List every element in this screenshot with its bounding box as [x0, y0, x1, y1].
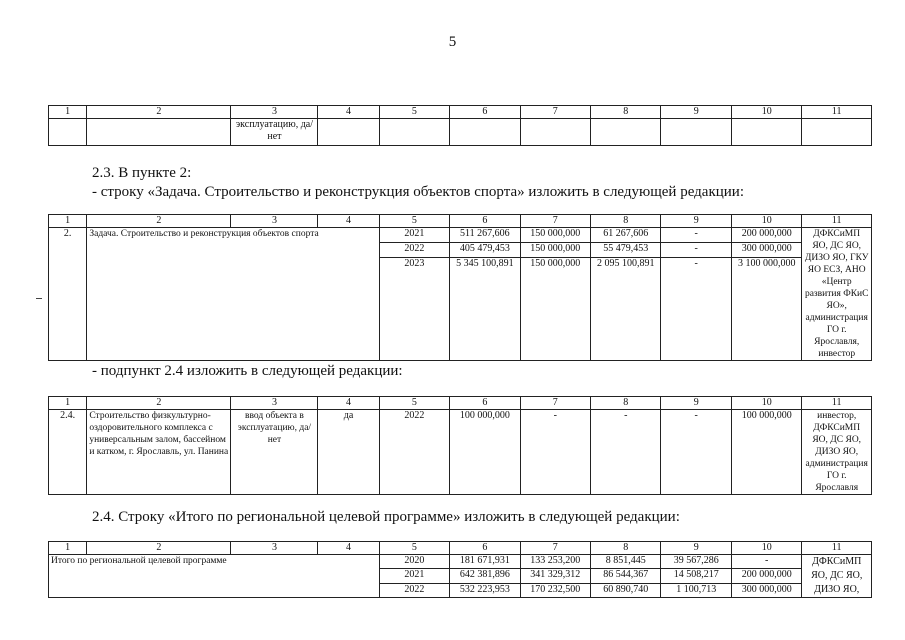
amount-cell: -	[661, 228, 731, 243]
amount-cell: -	[661, 410, 731, 495]
table-row	[49, 410, 872, 495]
section-instruction-2-4: 2.4. Строку «Итого по региональной целевой программе» изложить в следующей редакции:	[92, 509, 680, 525]
header-cell: 3	[231, 542, 318, 555]
amount-cell: 642 381,896	[450, 569, 520, 583]
amount-cell: 3 100 000,000	[731, 257, 801, 360]
header-cell: 9	[661, 106, 731, 119]
header-cell: 1	[49, 542, 87, 555]
amount-cell: 2 095 100,891	[591, 257, 661, 360]
indicator-cell: эксплуатацию, да/нет	[231, 119, 318, 146]
table-header-row	[49, 397, 872, 410]
table-row	[49, 228, 872, 243]
subitem-instruction: - подпункт 2.4 изложить в следующей редакции:	[92, 363, 403, 379]
table-total-program	[48, 541, 872, 598]
header-cell: 2	[87, 542, 231, 555]
amount-cell: 60 890,740	[591, 583, 661, 597]
amount-cell: 200 000,000	[731, 228, 801, 243]
amount-cell: 511 267,606	[450, 228, 520, 243]
header-cell: 2	[87, 397, 231, 410]
header-cell: 6	[450, 397, 520, 410]
amount-cell: -	[661, 257, 731, 360]
amount-cell: 100 000,000	[731, 410, 801, 495]
object-name-cell: Строительство физкультурно-оздоровительного комплекса с универсальным залом, бассейном и катком, г. Ярославль, ул. Панина	[87, 410, 231, 495]
amount-cell: 150 000,000	[520, 242, 590, 257]
header-cell: 3	[231, 106, 318, 119]
header-cell: 5	[379, 397, 449, 410]
year-cell: 2021	[379, 569, 449, 583]
amount-cell: 133 253,200	[520, 555, 590, 569]
amount-cell: -	[520, 410, 590, 495]
header-cell: 8	[591, 215, 661, 228]
header-cell: 4	[318, 106, 379, 119]
amount-cell: 100 000,000	[450, 410, 520, 495]
amount-cell: 86 544,367	[591, 569, 661, 583]
page-number: 5	[448, 34, 457, 50]
amount-cell: 14 508,217	[661, 569, 731, 583]
margin-mark	[36, 298, 42, 299]
amount-cell: 170 232,500	[520, 583, 590, 597]
header-cell: 11	[802, 215, 872, 228]
header-cell: 2	[87, 215, 231, 228]
amount-cell: 405 479,453	[450, 242, 520, 257]
table-header-row	[49, 542, 872, 555]
header-cell: 8	[591, 106, 661, 119]
table-row	[49, 555, 872, 569]
header-cell: 1	[49, 215, 87, 228]
amount-cell: -	[731, 555, 801, 569]
executors-cell: ДФКСиМП ЯО, ДС ЯО, ДИЗО ЯО,	[802, 555, 872, 598]
header-cell: 4	[318, 542, 379, 555]
section-heading-2-3: 2.3. В пункте 2:	[92, 165, 192, 181]
header-cell: 8	[591, 542, 661, 555]
amount-cell: 61 267,606	[591, 228, 661, 243]
amount-cell: 1 100,713	[661, 583, 731, 597]
amount-cell: 150 000,000	[520, 257, 590, 360]
amount-cell: 39 567,286	[661, 555, 731, 569]
header-cell: 9	[661, 397, 731, 410]
table-subitem-2-4	[48, 396, 872, 495]
year-cell: 2022	[379, 583, 449, 597]
indicator-cell: ввод объекта в эксплуатацию, да/нет	[231, 410, 318, 495]
amount-cell: 8 851,445	[591, 555, 661, 569]
header-cell: 6	[450, 106, 520, 119]
header-cell: 7	[520, 106, 590, 119]
header-cell: 7	[520, 542, 590, 555]
amount-cell: 150 000,000	[520, 228, 590, 243]
section-instruction-2-3: - строку «Задача. Строительство и реконструкция объектов спорта» изложить в следующей редакции:	[92, 184, 744, 200]
year-cell: 2023	[379, 257, 449, 360]
table-row	[49, 119, 872, 146]
header-cell: 2	[87, 106, 231, 119]
header-cell: 11	[802, 542, 872, 555]
header-cell: 10	[731, 397, 801, 410]
header-cell: 11	[802, 397, 872, 410]
header-cell: 7	[520, 215, 590, 228]
header-cell: 11	[802, 106, 872, 119]
table-task-sport	[48, 214, 872, 361]
header-cell: 1	[49, 106, 87, 119]
header-cell: 5	[379, 106, 449, 119]
year-cell: 2021	[379, 228, 449, 243]
table-continuation	[48, 105, 872, 146]
executors-cell: инвестор, ДФКСиМП ЯО, ДС ЯО, ДИЗО ЯО, администрация ГО г. Ярославля	[802, 410, 872, 495]
header-cell: 10	[731, 215, 801, 228]
table-header-row	[49, 215, 872, 228]
amount-cell: 300 000,000	[731, 242, 801, 257]
header-cell: 3	[231, 397, 318, 410]
header-cell: 3	[231, 215, 318, 228]
header-cell: 10	[731, 106, 801, 119]
value-cell: да	[318, 410, 379, 495]
amount-cell: 181 671,931	[450, 555, 520, 569]
amount-cell: 532 223,953	[450, 583, 520, 597]
amount-cell: -	[591, 410, 661, 495]
executors-cell: ДФКСиМП ЯО, ДС ЯО, ДИЗО ЯО, ГКУ ЯО ЕСЗ, АНО «Центр развития ФКиС ЯО», администрация ГО г. Ярославля, инвестор	[802, 228, 872, 361]
row-number-cell: 2.	[49, 228, 87, 361]
row-number-cell: 2.4.	[49, 410, 87, 495]
header-cell: 1	[49, 397, 87, 410]
header-cell: 5	[379, 215, 449, 228]
header-cell: 9	[661, 542, 731, 555]
header-cell: 8	[591, 397, 661, 410]
amount-cell: -	[661, 242, 731, 257]
year-cell: 2022	[379, 410, 449, 495]
amount-cell: 341 329,312	[520, 569, 590, 583]
year-cell: 2022	[379, 242, 449, 257]
amount-cell: 300 000,000	[731, 583, 801, 597]
table-header-row	[49, 106, 872, 119]
header-cell: 10	[731, 542, 801, 555]
task-name-cell: Задача. Строительство и реконструкция объектов спорта	[87, 228, 379, 361]
amount-cell: 200 000,000	[731, 569, 801, 583]
header-cell: 4	[318, 397, 379, 410]
header-cell: 7	[520, 397, 590, 410]
header-cell: 5	[379, 542, 449, 555]
header-cell: 4	[318, 215, 379, 228]
amount-cell: 55 479,453	[591, 242, 661, 257]
header-cell: 6	[450, 215, 520, 228]
amount-cell: 5 345 100,891	[450, 257, 520, 360]
year-cell: 2020	[379, 555, 449, 569]
header-cell: 9	[661, 215, 731, 228]
header-cell: 6	[450, 542, 520, 555]
total-label-cell: Итого по региональной целевой программе	[49, 555, 380, 598]
